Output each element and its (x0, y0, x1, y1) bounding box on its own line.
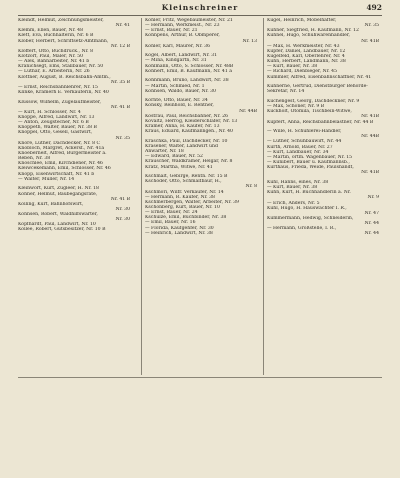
directory-entry-line: Nr. 41 B (110, 104, 130, 110)
directory-entry-line: Knoebernelt, Alfred, Bürgermeister a. (18, 151, 107, 157)
directory-entry-line: Sekretär, Nr. 14 (267, 89, 305, 95)
directory-entry-line: Nr. 8 (245, 184, 257, 190)
directory-entry-line: Anwärter, Nr. 18 (145, 149, 184, 155)
directory-entry-line: Kschöder, Otto, Schmalfbaur, H., (145, 179, 222, 185)
directory-entry-line: Nr. 41 B (110, 196, 130, 202)
directory-entry-line: Kögel, Albert, Landwirt, Nr. 31 (145, 53, 218, 59)
directory-entry-line: Nr. 35 (115, 135, 130, 141)
directory-column-right (267, 18, 385, 236)
directory-entry-line: Kraus, Eduard, Kaufmanngeh., Nr. 40 (145, 129, 233, 135)
directory-entry-line: Köhler, Fritz, Wegebaumeister, Nr. 21 (145, 18, 233, 23)
directory-entry-line: Kuckholt, Otomila, Tischbein-Witwe, (267, 109, 352, 115)
directory-entry-line: Kuhn, Kurt, H. Buchhandlerin a. Nr. (267, 190, 351, 196)
directory-entry-line: Knoppe, Alfred, Landwirt, Nr. 13 (18, 115, 95, 121)
directory-entry-line: — Ernst, Reichsbahnlehrer, Nr. 15 (18, 84, 98, 90)
directory-entry-line: — Kurt, H. Schlosser, Nr. 4 (18, 109, 81, 115)
directory-entry-line: Kühnerne, Gertrud, Dienstbürger Behörde- (267, 84, 368, 90)
directory-entry-line: Krämer, Anna, H. Kaufer, Nr. 13 (145, 124, 220, 130)
directory-entry-line: Köhnsen, Waldo, Bauer, Nr. 30 (145, 88, 216, 94)
directory-entry-line: — Edward, Bauer, Nr. 52 (145, 154, 203, 160)
directory-entry-line: Kuchengest, Georg, Dachdeckner, Nr. 9 (267, 98, 360, 104)
directory-entry-line: Nr. 41B (361, 114, 379, 120)
directory-entry-line: Klett, Eva, Buchhalterin, Nr. 6 B (18, 33, 94, 39)
directory-entry-line: Klemm, Ellen, Bauer, Nr. 48 (18, 28, 84, 34)
directory-entry-line: Köhnmann, Bruno, Landwirt, Nr. 38 (145, 78, 229, 84)
directory-entry-line: Kuhl, Hanns, eines, Nr. 38 (267, 179, 329, 185)
directory-entry-line: Kölling, Kurt, Bahnhofswirt, (18, 201, 84, 207)
directory-entry-line: Nr. 9 (367, 195, 379, 201)
directory-entry-line: Kraschka, Paul, Dachdecker, Nr. 10 (145, 138, 228, 144)
directory-entry-line: — Hermann, Großstelle, I. R., (267, 226, 337, 232)
directory-entry-line: — Luthar, E. Arbeiterin, Nr. 26 (18, 69, 90, 75)
directory-entry-line: — Luther, Schuhbauwirt, Nr. 44 (267, 139, 342, 145)
directory-entry-line: Nr. 12 B (110, 43, 130, 49)
directory-entry-line: Kleinwort, Kurt, Zugleer, H. Nr. 18 (18, 186, 99, 192)
directory-entry-line: Kostrau, Paul, Reichsbahner, Nr. 26 (145, 113, 228, 119)
directory-entry-line: Köhlmann, Otto, S. Schlosser, Nr. 48B (145, 63, 234, 69)
directory-entry-line: Kühner, Siegfried, H. Kaufmann, Nr. 12 (267, 28, 359, 34)
directory-entry-line: Kräsener, Walter, Landwirt und (145, 143, 218, 149)
directory-entry-line: — Erich, Anders, Nr. 5 (267, 200, 320, 206)
directory-entry-line: Knore, Luther, Dachdecker, Nr. 8 C (18, 140, 100, 146)
directory-entry-line: — Martin, ortm. Wagenbauer, Nr. 15 (267, 154, 353, 160)
directory-entry-line: — Hermann, Werkmeist., Nr. 23 (145, 23, 220, 29)
directory-entry-line: — Anton, Zeugstecher, Nr. 6 B (18, 120, 89, 126)
directory-entry-line: Nr. 35 B (110, 79, 130, 85)
directory-entry-line: Knoppel, Otto, Gesell, Gastwirt, (18, 130, 93, 136)
directory-entry-line: Köhner, Helmut, Baubegangsrate, (18, 191, 98, 197)
directory-entry-line: Kühn, Herbert, Landmann, Nr. 38 (267, 59, 346, 65)
directory-entry-line: Knöschlee, Emil, Kirchdiener, Nr. 46 (18, 161, 103, 167)
directory-entry-line: Konsky, Reinhold, E. Rentner, (145, 103, 214, 109)
column-divider (263, 18, 264, 375)
directory-entry-line: Kleiwcekemann, Emil, Schlosser, Nr. 46 (18, 166, 111, 172)
column-divider (141, 18, 142, 375)
directory-entry-line: Kollee, Robert, Gutsbesitzer, Nr. 10 B (18, 227, 106, 233)
directory-entry-line: Köpfhardt, Paul, Landwirt, Nr. 10 (18, 222, 96, 228)
directory-entry-line: Nr. 41B (361, 170, 379, 176)
directory-entry-line: Kümmler, Alfred, Eisenbahnschaffner, Nr. 41 (267, 74, 372, 80)
directory-entry-line: — Kurt, Landbauer, Nr. 34 (267, 149, 329, 155)
directory-entry-line: Kranichsegt, Ems, Stallbauer, Nr. 50 (18, 64, 104, 70)
directory-entry-line: Kschmerbergen, Walter, Arbeiter, Nr. 39 (145, 199, 239, 205)
directory-entry-line: — Walter, Müller, Nr. 14 (18, 176, 75, 182)
directory-entry-line: Nr. 30 (115, 217, 130, 223)
directory-entry-line: Nr. 13 (242, 38, 257, 44)
directory-entry-line: Kschönberg, Kurt, Bauer, Nr. 10 (145, 205, 220, 210)
directory-entry-line: Kugelfeld, Karl, Oberlehrer, Nr. 4 (267, 53, 345, 59)
directory-entry-line: Kschmöri, Wilfr. Verkäufer, Nr. 14 (145, 189, 224, 195)
directory-entry-line: Kupfer, Daniel, Landbauer, Nr. 12 (267, 48, 346, 54)
directory-entry-line: — Richard, Dienbieger, Nr. 45 (267, 69, 338, 75)
directory-entry-line: — Alex, Bahnarbeiter, Nr. 41 b (18, 59, 90, 65)
directory-entry-line: — Ernst, Bauer, Nr. 21 (145, 28, 198, 34)
directory-entry-line: — Mina, Kindgärtn, Nr. 31 (145, 58, 207, 64)
directory-entry-line: Nr. 41B (361, 38, 379, 44)
directory-column-middle (145, 18, 263, 236)
directory-entry-line: Kühnel, Hugo, Schuhwarenhändler, (267, 33, 350, 39)
directory-entry-line: — Ernst, Bauer, Nr. 24 (145, 210, 198, 216)
directory-entry-line: Köhnpens, Arthur, B. Obmperer, (145, 33, 220, 39)
directory-entry-line: Nr. 44 (364, 221, 379, 227)
directory-entry-line: Kloffert, Otto, Buchdruck., Nr. 8 (18, 48, 94, 54)
header-rule (18, 15, 382, 16)
page-number: 492 (366, 3, 382, 12)
directory-entry-line: Nr. 44B (239, 108, 257, 114)
directory-entry-line: — Kurt, Bauer, Nr. 38 (267, 185, 318, 191)
directory-entry-line: Nr. 30 (115, 206, 130, 212)
directory-entry-line: Kschmalt, Gebirge, Rentn. Nr. 15 B (145, 174, 228, 180)
directory-entry-line: — Kunibert, Bauer u. Kaufmannsb., (267, 160, 350, 166)
directory-entry-line: Kummermann, Hedwig, Schneiderin, (267, 215, 354, 221)
directory-entry-line: — Emil, Bauer, Nr. 16 (145, 220, 196, 226)
directory-entry-line: Nr. 44B (361, 134, 379, 140)
directory-entry-line: Kügel, Heinrich, Möbelhäfter, (267, 18, 337, 23)
directory-entry-line: — Heinrich, Landwirt, Nr. 38 (145, 230, 213, 236)
directory-entry-line: — Florida, Kaufgehfer, Nr. 30 (145, 225, 214, 231)
directory-entry-line: Klüssow, Wilhelm, Zugelaufmeister, (18, 99, 101, 105)
directory-entry-line: Kuhl, Hugo, H. Hauswachter I. R., (267, 205, 347, 211)
directory-entry-line: — Martin, Schmied, Nr. 1 (145, 83, 205, 89)
directory-entry-line: Reben, Nr. 38 (18, 156, 51, 162)
directory-entry-line: Köhler, Karl, Maurer, Nr. 36 (145, 43, 210, 49)
directory-entry-line: Knöpp, Eisenwirtschaft, Nr. 41 b (18, 171, 95, 177)
directory-entry-line: Knoppeth, Walter, Bauer, Nr. 38 B (18, 125, 97, 131)
directory-entry-line: — Kurt, Bauer, Nr. 38 (267, 64, 318, 70)
directory-entry-line: Krätz, Martha, Witwe, Nr. 41 (145, 164, 213, 170)
directory-entry-line: Knobloch, Margret, Ackersf., Nr. 41a (18, 145, 105, 151)
directory-entry-line: — Max, Schöner, Nr. 9 B (267, 104, 325, 110)
column-end-rule (18, 377, 382, 378)
directory-entry-line: Köhnsen, Robert, Waldhilfswärter, (18, 212, 98, 218)
directory-entry-line: Klotzorf, Paul, Maler, Nr. 50 (18, 53, 84, 59)
directory-entry-line: Nr. 35 (364, 23, 379, 29)
directory-entry-line: — Hermann, R. Kaufer, Nr. 38 (145, 194, 215, 200)
directory-entry-line: Kleindt, Helmut, Zeichnungsmeister, (18, 18, 104, 23)
directory-entry-line: Kovaltz, Herrog, Kleiderschlafer, Nr. 13 (145, 118, 238, 124)
directory-entry-line: Kurthaus, Frieda, Weide, Paulshandt, (267, 165, 354, 171)
directory-entry-line: Kräuscher, Waldkramer, Helgar, Nr. 8 (145, 159, 233, 165)
directory-entry-line: Klinke, Kramerh E. Verkäuferin, Nr. 40 (18, 89, 109, 95)
directory-entry-line: Körnte, Otto, Bauer, Nr. 34 (145, 98, 208, 104)
directory-entry-line: Nr. 41 (115, 23, 130, 29)
directory-entry-line: Klöber, Herbert, Schriftsetz-Amtmann, (18, 38, 109, 44)
directory-entry-line: — Wille, H. Schuhlerei-Händler, (267, 129, 342, 135)
directory-entry-line: Kschulze, Emil, Buchbinder, Nr. 38 (145, 215, 227, 221)
directory-entry-line: Klöttner, August, B. Reichsbahn-Amtm., (18, 74, 111, 80)
directory-entry-line: Köhnert, Emil, B. Kaufmann, Nr. 41 a (145, 68, 232, 74)
directory-column-left (18, 18, 136, 233)
directory-entry-line: Kurth, Arnold, Bauer, Nr. 27 (267, 144, 333, 150)
directory-entry-line: Nr. 47 (364, 210, 379, 216)
directory-entry-line: Nr. 44 (364, 231, 379, 237)
running-title: Kleinschreiner (161, 3, 239, 12)
directory-entry-line: — Max, H. Werkmeister, Nr. 43 (267, 43, 340, 49)
directory-entry-line: Kupfert, Anna, Reichsbahnbelastner, Nr. 44 B (267, 119, 374, 125)
